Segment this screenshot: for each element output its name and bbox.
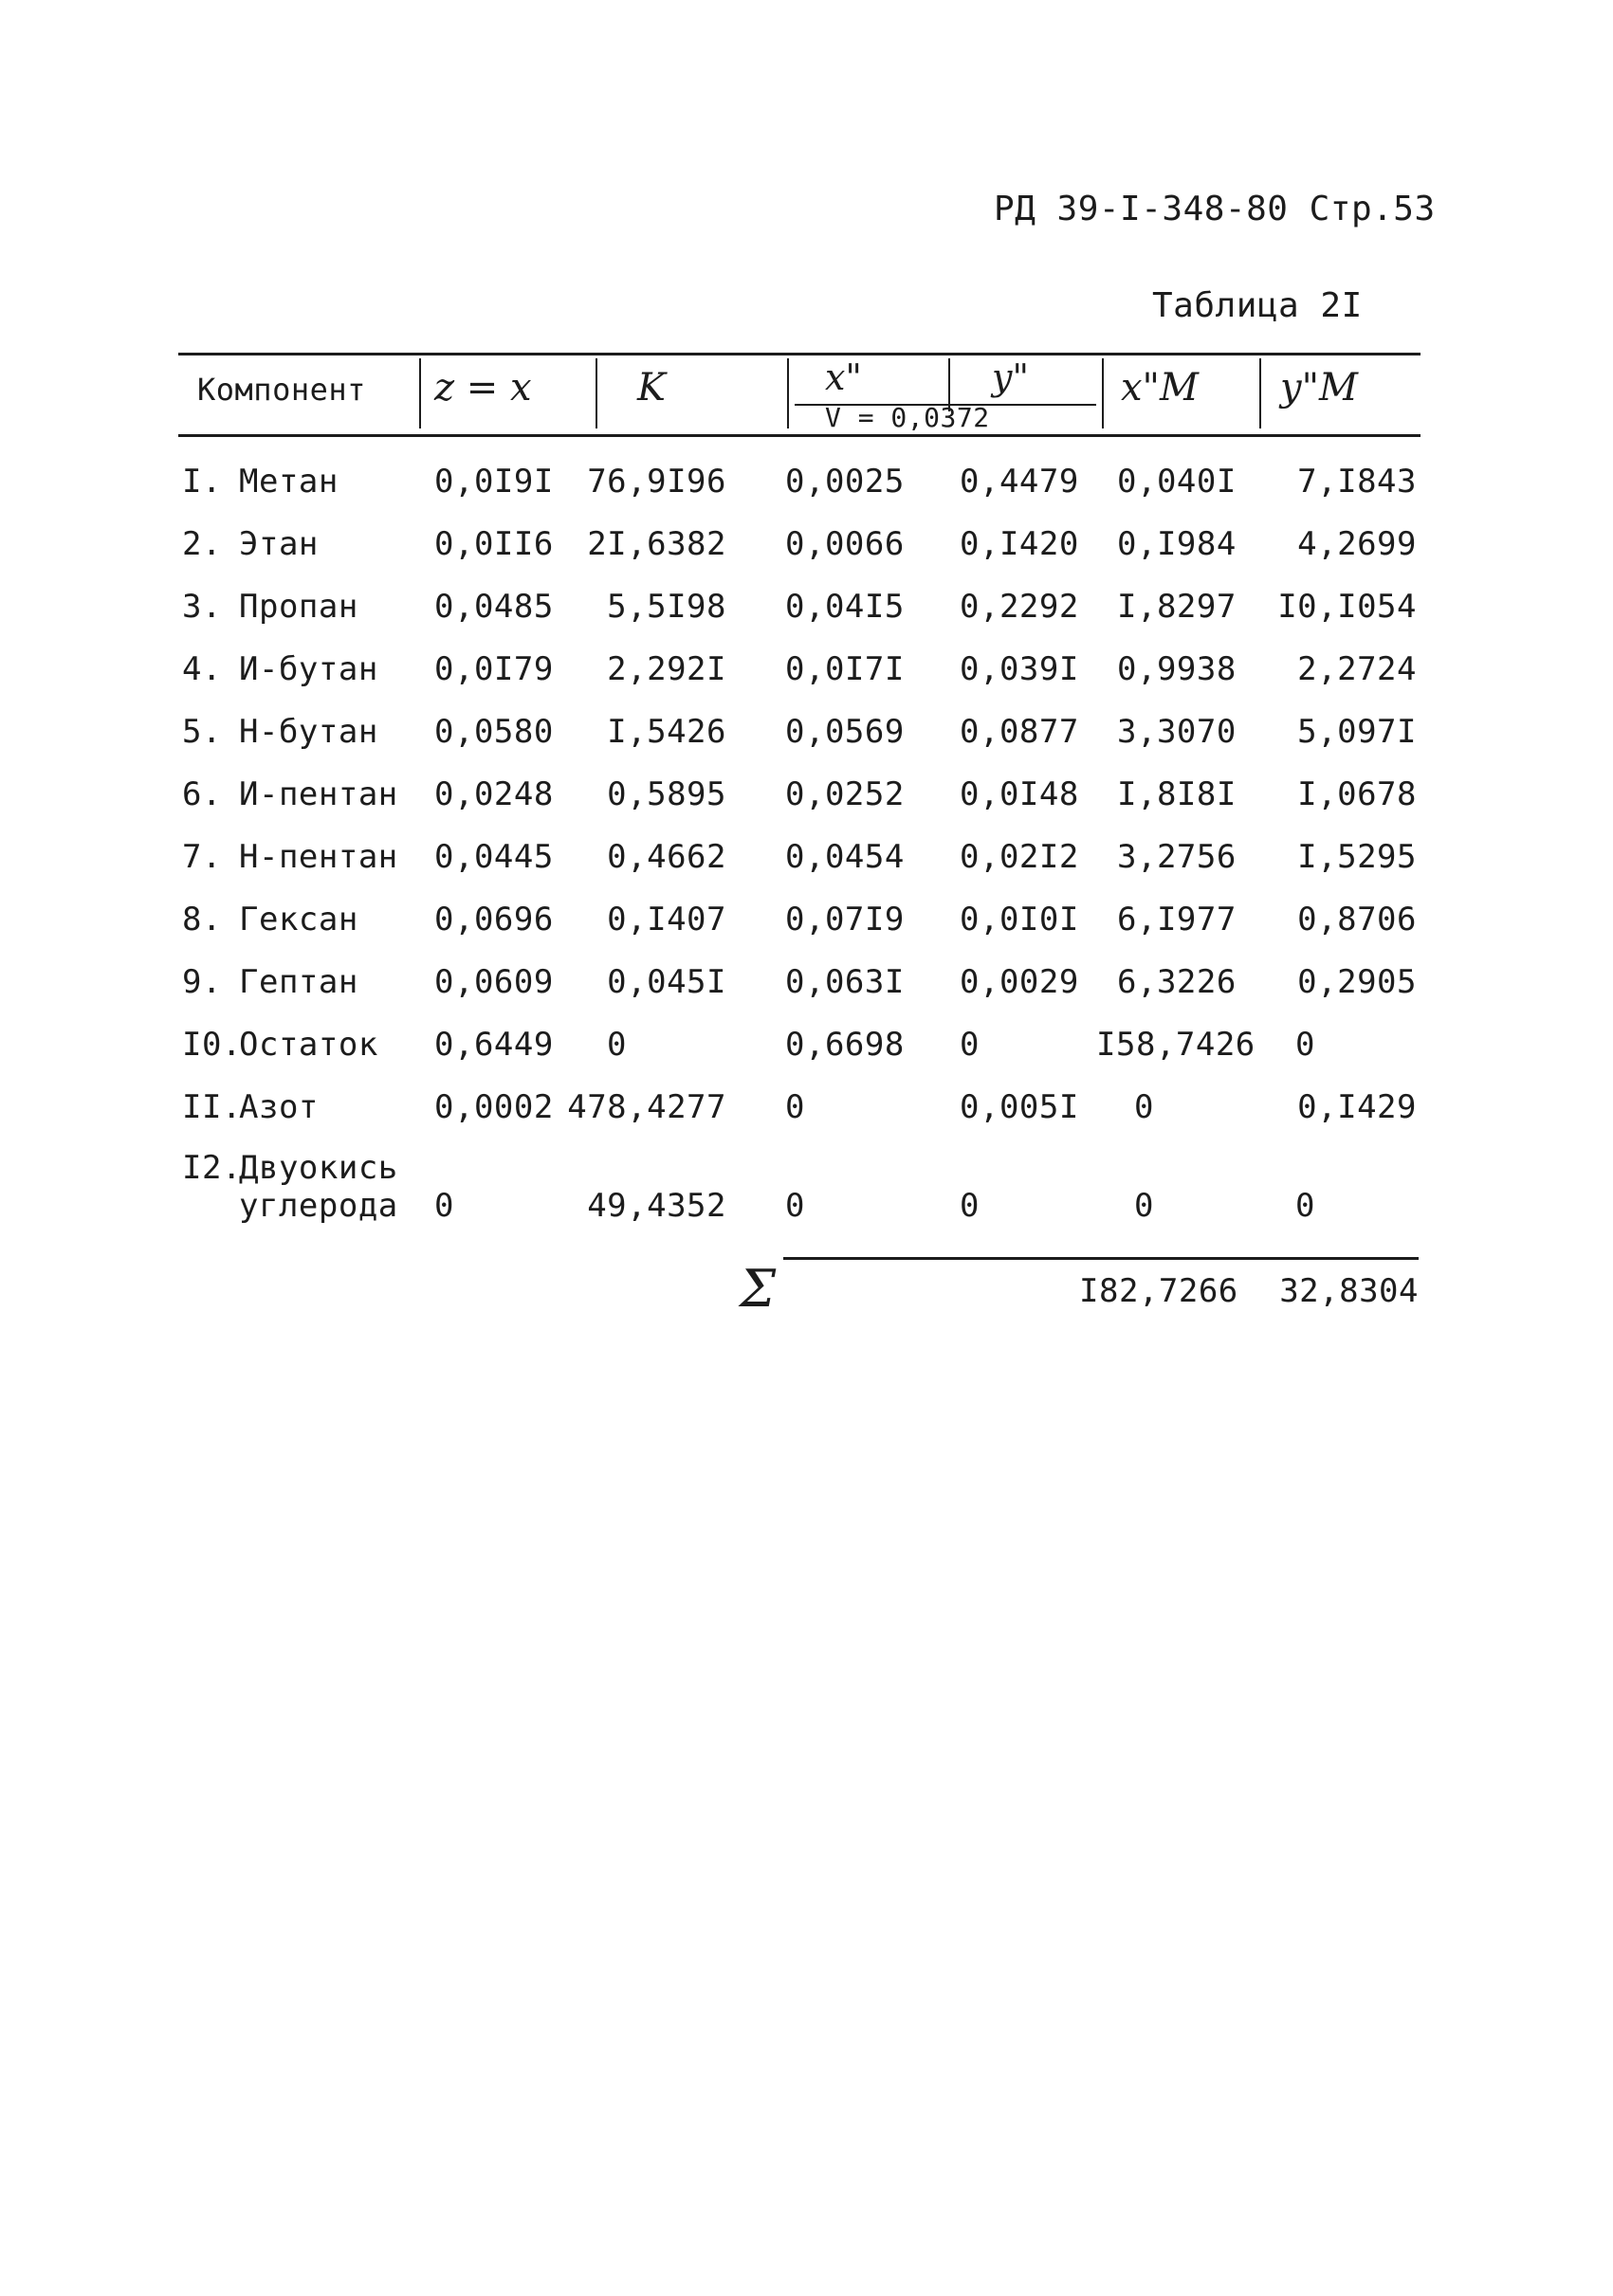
cell-z: 0,0445: [434, 838, 554, 876]
cell-z: 0,0696: [434, 901, 554, 938]
cell-ym: I,0678: [1297, 775, 1417, 813]
header-divider: [787, 358, 789, 428]
cell-y: 0,0029: [960, 963, 1079, 1001]
cell-k: 2I,6382: [587, 525, 726, 563]
component-name: Н-бутан: [239, 713, 378, 751]
cell-xm: 3,3070: [1117, 713, 1237, 751]
cell-x: 0,04I5: [785, 588, 905, 626]
sum-symbol: Σ: [740, 1259, 777, 1319]
row-number: 7.: [182, 838, 222, 876]
header-ym: y"M: [1280, 366, 1358, 410]
cell-ym: 0,8706: [1297, 901, 1417, 938]
header-divider: [419, 358, 421, 428]
cell-xm: 3,2756: [1117, 838, 1237, 876]
sum-xm: I82,7266: [1079, 1272, 1238, 1310]
header-y-double-prime: y": [992, 356, 1029, 398]
cell-ym: 0,2905: [1297, 963, 1417, 1001]
component-name: И-бутан: [239, 650, 378, 688]
component-name-line2: углерода: [239, 1187, 398, 1225]
row-number: II.: [182, 1088, 242, 1126]
cell-ym: 4,2699: [1297, 525, 1417, 563]
cell-ym: 7,I843: [1297, 463, 1417, 501]
cell-x: 0,0025: [785, 463, 905, 501]
component-name: Гексан: [239, 901, 358, 938]
cell-k: 2,292I: [607, 650, 726, 688]
cell-y: 0,0877: [960, 713, 1079, 751]
component-name: Пропан: [239, 588, 358, 626]
cell-k: 0,4662: [607, 838, 726, 876]
header-x-double-prime: x": [825, 356, 862, 398]
cell-k: I,5426: [607, 713, 726, 751]
cell-y: 0,2292: [960, 588, 1079, 626]
cell-z: 0,0609: [434, 963, 554, 1001]
cell-k: 478,4277: [567, 1088, 726, 1126]
row-number: I.: [182, 463, 222, 501]
row-number: I0.: [182, 1026, 242, 1064]
cell-z: 0,0I79: [434, 650, 554, 688]
table-title: Таблица 2I: [1152, 286, 1363, 325]
row-number: 5.: [182, 713, 222, 751]
component-name: Этан: [239, 525, 319, 563]
cell-k: 0: [607, 1026, 627, 1064]
header-component: Компонент: [197, 372, 366, 408]
header-divider: [596, 358, 597, 428]
cell-x: 0,0569: [785, 713, 905, 751]
cell-k: 0,045I: [607, 963, 726, 1001]
component-name: Азот: [239, 1088, 319, 1126]
cell-xm: I,8I8I: [1117, 775, 1237, 813]
cell-k: 5,5I98: [607, 588, 726, 626]
component-name: И-пентан: [239, 775, 398, 813]
cell-x: 0,07I9: [785, 901, 905, 938]
component-name: Остаток: [239, 1026, 378, 1064]
component-name: Гептан: [239, 963, 358, 1001]
cell-x: 0,0066: [785, 525, 905, 563]
cell-k: 49,4352: [587, 1187, 726, 1225]
cell-ym: 0: [1295, 1026, 1315, 1064]
cell-ym: 5,097I: [1297, 713, 1417, 751]
cell-x: 0,063I: [785, 963, 905, 1001]
cell-z: 0: [434, 1187, 454, 1225]
cell-xm: 6,3226: [1117, 963, 1237, 1001]
cell-y: 0,I420: [960, 525, 1079, 563]
table-header-rule: [178, 434, 1421, 437]
cell-ym: I,5295: [1297, 838, 1417, 876]
cell-xm: I,8297: [1117, 588, 1237, 626]
cell-y: 0: [960, 1026, 980, 1064]
header-v-value: V = 0,0372: [825, 402, 990, 433]
cell-z: 0,0I9I: [434, 463, 554, 501]
cell-x: 0: [785, 1187, 805, 1225]
cell-z: 0,0580: [434, 713, 554, 751]
cell-xm: I58,7426: [1096, 1026, 1256, 1064]
component-name: Двуокись: [239, 1149, 398, 1187]
cell-z: 0,0II6: [434, 525, 554, 563]
cell-xm: 0,I984: [1117, 525, 1237, 563]
cell-x: 0,0454: [785, 838, 905, 876]
row-number: 3.: [182, 588, 222, 626]
component-name: Метан: [239, 463, 339, 501]
header-ki: K: [637, 366, 666, 410]
row-number: 8.: [182, 901, 222, 938]
cell-xm: 0: [1134, 1187, 1154, 1225]
cell-z: 0,0485: [434, 588, 554, 626]
cell-k: 0,I407: [607, 901, 726, 938]
cell-k: 76,9I96: [587, 463, 726, 501]
sum-ym: 32,8304: [1279, 1272, 1419, 1310]
cell-x: 0: [785, 1088, 805, 1126]
row-number: I2.: [182, 1149, 242, 1187]
row-number: 9.: [182, 963, 222, 1001]
component-name: Н-пентан: [239, 838, 398, 876]
cell-ym: 2,2724: [1297, 650, 1417, 688]
cell-k: 0,5895: [607, 775, 726, 813]
cell-x: 0,6698: [785, 1026, 905, 1064]
cell-ym: 0,I429: [1297, 1088, 1417, 1126]
page-header: РД 39-I-348-80 Стр.53: [994, 190, 1436, 228]
header-xm: x"M: [1121, 366, 1199, 410]
cell-z: 0,0248: [434, 775, 554, 813]
cell-ym: 0: [1295, 1187, 1315, 1225]
cell-y: 0,005I: [960, 1088, 1079, 1126]
cell-x: 0,0252: [785, 775, 905, 813]
header-zi-xi: z = x: [434, 366, 532, 410]
cell-y: 0,02I2: [960, 838, 1079, 876]
cell-xm: 0,9938: [1117, 650, 1237, 688]
sum-rule: [783, 1257, 1419, 1260]
cell-y: 0: [960, 1187, 980, 1225]
row-number: 2.: [182, 525, 222, 563]
cell-z: 0,0002: [434, 1088, 554, 1126]
cell-xm: 0,040I: [1117, 463, 1237, 501]
cell-y: 0,039I: [960, 650, 1079, 688]
cell-xm: 6,I977: [1117, 901, 1237, 938]
cell-y: 0,4479: [960, 463, 1079, 501]
cell-y: 0,0I48: [960, 775, 1079, 813]
cell-xm: 0: [1134, 1088, 1154, 1126]
cell-y: 0,0I0I: [960, 901, 1079, 938]
cell-z: 0,6449: [434, 1026, 554, 1064]
row-number: 4.: [182, 650, 222, 688]
cell-x: 0,0I7I: [785, 650, 905, 688]
header-divider: [1102, 358, 1104, 428]
cell-ym: I0,I054: [1277, 588, 1417, 626]
row-number: 6.: [182, 775, 222, 813]
header-divider: [1259, 358, 1261, 428]
table-top-rule: [178, 353, 1421, 355]
